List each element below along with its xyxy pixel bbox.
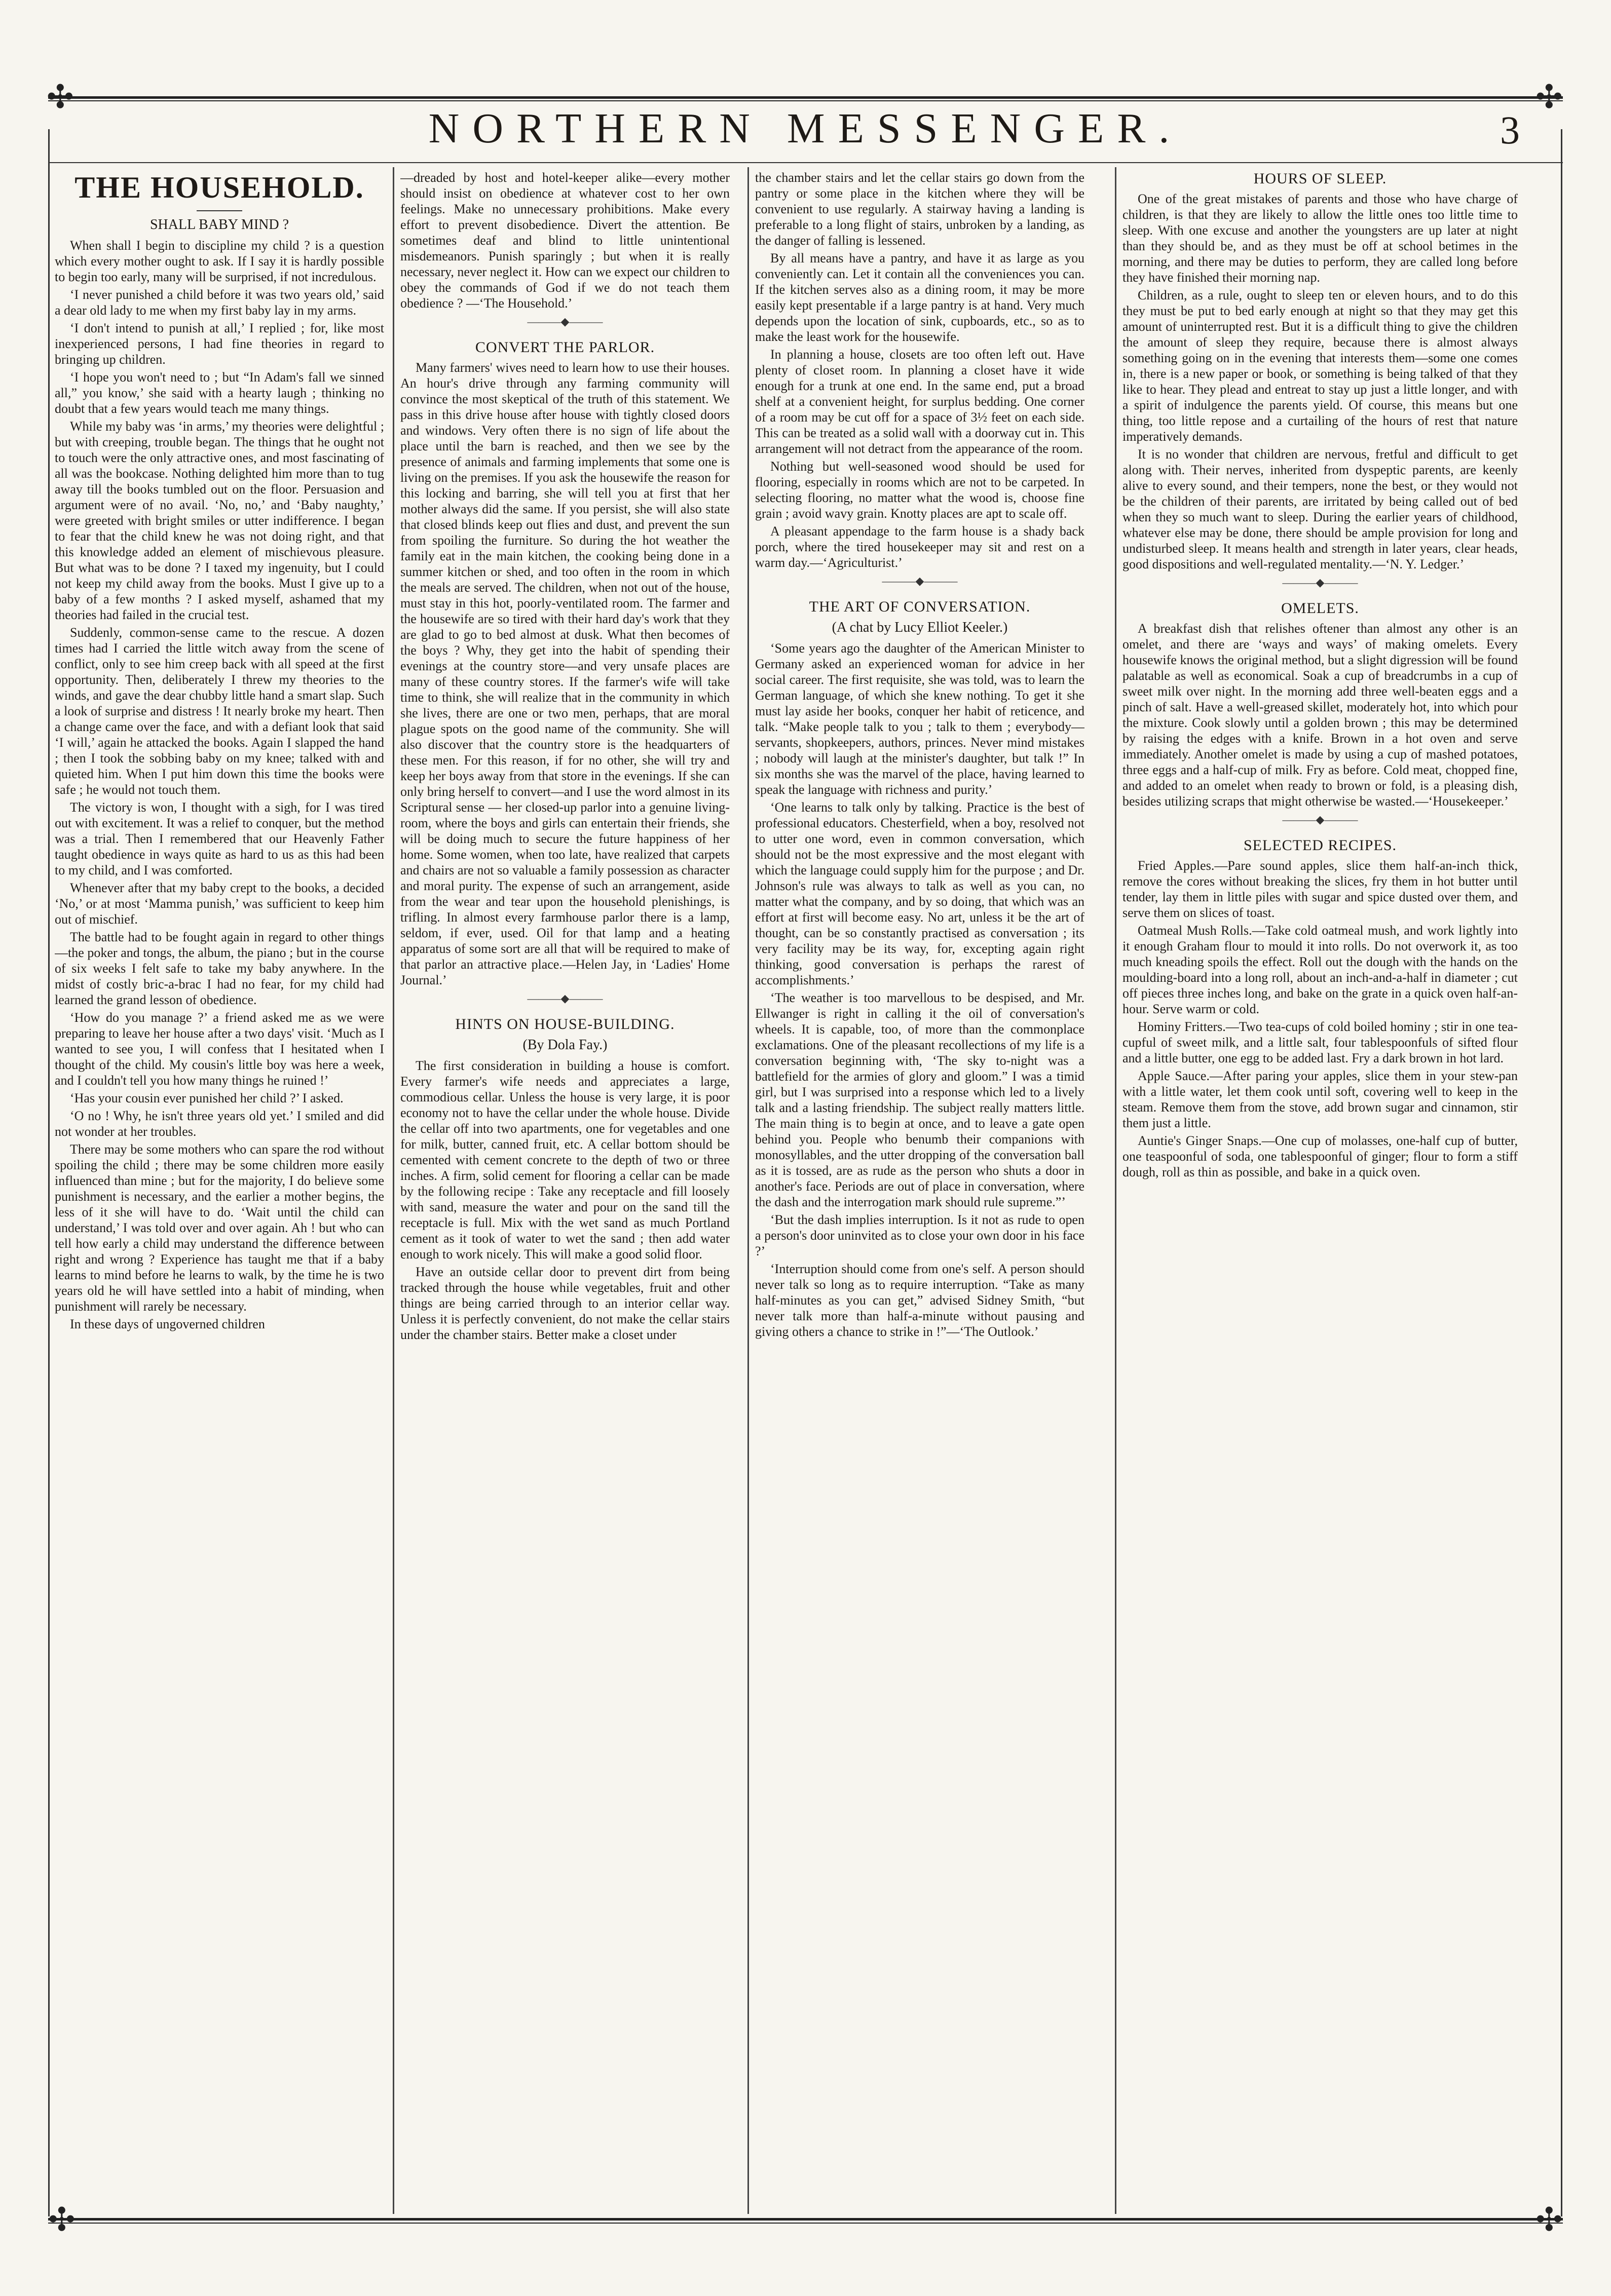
paragraph: ‘The weather is too marvellous to be despised, and Mr. Ellwanger is right in calling it the oil of conversation's wheels. It is capable, too, of more than the commonplace exclamations. One of the pleasant recollections of my life is a conversation beginning with, ‘The sky to-night was a battlefield for the armies of glory and gloom.” I was a timid girl, but I was surprised into a response which led to a lively talk and a lasting friendship. The subject really matters little. The main thing is to begin at once, and to leave a gate open behind you. People who benumb their companions with monosyllables, and the utter dropping of the conversation ball as it is tossed, are as rude as the person who shuts a door in another's face. Periods are out of place in conversation, where the dash and the interrogation mark should rule supreme.”’	[755, 990, 1084, 1209]
paragraph: ‘I never punished a child before it was two years old,’ said a dear old lady to me when my first baby lay in my arms.	[55, 287, 384, 318]
paragraph: The victory is won, I thought with a sigh, for I was tired out with excitement. It was a relief to conquer, but the method was a trial. Then I remembered that our Heavenly Father taught obedience in ways quite as hard to us as this had been to my child, and I was comforted.	[55, 800, 384, 877]
paragraph: By all means have a pantry, and have it as large as you conveniently can. Let it contain all the conveniences you can. If the kitchen serves also as a dining room, it may be more easily kept presentable if a large pantry is at hand. Very much depends upon the location of sink, cupboards, etc., so as to make the least work for the housewife.	[755, 251, 1084, 344]
article-title: HOURS OF SLEEP.	[1253, 170, 1387, 187]
article-title: SELECTED RECIPES.	[1243, 837, 1397, 854]
paragraph: Many farmers' wives need to learn how to use their houses. An hour's drive through any farming community will convince the most skeptical of the truth of this statement. We pass in this drive house after house with tightly closed doors and windows. Very often there is no sign of life about the place until the barn is reached, and then we see by the presence of animals and farming implements that some one is living on the premises. If you ask the housewife the reason for this locking and barring, she will tell you at first that her mother always did the same. If you persist, she will also state that closed blinds keep out flies and dust, and prevent the sun from spoiling the furniture. So during the hot weather the family eat in the main kitchen, the cooking being done in a summer kitchen or shed, and too often in the room in which the meals are served. The children, when not out of the house, must stay in this hot, poorly-ventilated room. The farmer and the housewife are so tired with their hard day's work that they are glad to go to bed almost at dusk. What then becomes of the boys ? Why, they get into the habit of spending their evenings at the country store—and very unsafe places are many of these country stores. If the farmer's wife will take time to think, she will realize that in the community in which she lives, there are one or two men, perhaps, that are moral plague spots on the good name of the community. She will also discover that the country store is the headquarters of these men. For this reason, if for no other, she will try and keep her boys away from that store in the evenings. If she can only bring herself to convert—and I use the word almost in its Scriptural sense — her closed-up parlor into a genuine living-room, where the boys and girls can entertain their friends, she will be doing much to secure the future happiness of her home. Some women, when too late, have realized that carpets and chairs are not so valuable a family possession as character and moral purity. The expense of such an arrangement, aside from the wear and tear upon the household plenishings, is trifling. In almost every farmhouse parlor there is a lamp, seldom, if ever, used. Oil for that lamp and a heating apparatus of some sort are all that will be required to make of that parlor an attractive place.—Helen Jay, in ‘Ladies' Home Journal.’	[400, 360, 730, 987]
corner-ornament-icon: ✣	[48, 2202, 76, 2238]
column-3	[755, 170, 1084, 2211]
article-title: THE ART OF CONVERSATION.	[809, 598, 1031, 615]
paragraph: While my baby was ‘in arms,’ my theories were delightful ; but with creeping, trouble began. The things that he ought not to touch were the only attractive ones, and most fascinating of all was the bookcase. Nothing delighted him more than to tug away till the books tumbled out on the floor. Persuasion and argument were of no avail. ‘No, no,’ and ‘Baby naughty,’ were greeted with bright smiles or utter indifference. I began to fear that the child knew he was not doing right, and that this knowledge added an element of mischievous pleasure. But what was to be done ? I taxed my ingenuity, but I could not keep my child away from the books. Must I give up to a baby of a few months ? I asked myself, ashamed that my theories had failed in the crucial test.	[55, 419, 384, 622]
paragraph: It is no wonder that children are nervous, fretful and difficult to get along with. Their nerves, inherited from dyspeptic parents, are keenly alive to every sound, and their tempers, none the best, or they would not be the children of their parents, are irritated by being called out of bed when they so much want to sleep. During the earlier years of childhood, whatever else may be done, there should be ample provision for long and undisturbed sleep. It means health and strength in later years, clear heads, good dispositions and well-regulated mentality.—‘N. Y. Ledger.’	[1122, 447, 1518, 571]
bottom-border-rule	[48, 2218, 1563, 2221]
paragraph: Have an outside cellar door to prevent dirt from being tracked through the house while vegetables, fruit and other things are being carried through to an interior cellar way. Unless it is perfectly convenient, do not make the cellar stairs under the chamber stairs. Better make a closet under	[400, 1265, 730, 1342]
right-border	[1561, 129, 1562, 2216]
section-separator-icon: ———◆———	[1282, 576, 1358, 589]
column-divider	[1115, 167, 1116, 2214]
masthead-rule	[48, 162, 1563, 163]
article-title: SHALL BABY MIND ?	[149, 217, 289, 233]
column-1	[55, 170, 384, 2211]
recipe-paragraph: Oatmeal Mush Rolls.—Take cold oatmeal mush, and work lightly into it enough Graham flour to mould it into rolls. Do not overwork it, as too much kneading spoils the effect. Roll out the dough with the hands on the moulding-board into a long roll, about an inch-and-a-half in diameter ; cut off pieces three inches long, and bake on the grate in a quick oven half-an-hour. Serve warm or cold.	[1122, 923, 1518, 1016]
section-separator-icon: ———◆———	[1282, 813, 1358, 826]
section-separator-icon: ———◆———	[882, 575, 958, 587]
paragraph: In planning a house, closets are too often left out. Have plenty of closet room. In planning a closet have it wide enough for a trunk at one end. In the same end, put a broad shelf at a convenient height, for surplus bedding. One corner of a room may be cut off for a space of 3½ feet on each side. This can be treated as a solid wall with a doorway cut in. This arrangement will not detract from the appearance of the room.	[755, 347, 1084, 456]
recipe-paragraph: Hominy Fritters.—Two tea-cups of cold boiled hominy ; stir in one tea-cupful of sweet milk, and a little salt, four tablespoonfuls of sifted flour and a little butter, one egg to be added last. Fry a dark brown in hot lard.	[1122, 1019, 1518, 1065]
top-border-rule	[48, 96, 1563, 99]
paragraph: Nothing but well-seasoned wood should be used for flooring, especially in rooms which are not to be carpeted. In selecting flooring, no matter what the wood is, choose fine grain ; avoid wavy grain. Knotty places are apt to scale off.	[755, 459, 1084, 521]
article-title: OMELETS.	[1281, 600, 1359, 617]
paragraph: One of the great mistakes of parents and those who have charge of children, is that they are likely to allow the little ones too little time to sleep. With one excuse and another the youngsters are up later at night than they should be, and as they must be off at school betimes in the morning, and there may be duties to perform, they are called long before they have finished their morning nap.	[1122, 192, 1518, 285]
column-4	[1122, 170, 1518, 2211]
paragraph: ‘How do you manage ?’ a friend asked me as we were preparing to leave her house after a two days' visit. ‘Much as I wanted to see you, I will confess that I hesitated when I thought of the child. My cousin's little boy was here a week, and I couldn't tell you how many things he ruined !’	[55, 1010, 384, 1088]
masthead-title: NORTHERN MESSENGER.	[428, 105, 1183, 152]
paragraph: ‘But the dash implies interruption. Is it not as rude to open a person's door uninvited as to close your own door in his face ?’	[755, 1212, 1084, 1258]
column-divider	[393, 167, 394, 2214]
paragraph: A breakfast dish that relishes oftener than almost any other is an omelet, and there are ‘ways and ways’ of making omelets. Every housewife knows the original method, but a slight digression will be found palatable as well as economical. Soak a cup of breadcrumbs in a cup of sweet milk over night. In the morning add three well-beaten eggs and a pinch of salt. Have a well-greased skillet, moderately hot, into which pour the mixture. Cook slowly until a golden brown ; this may be determined by raising the edges with a knife. Brown in a hot oven and serve immediately. Another omelet is made by using a cup of mashed potatoes, three eggs and a half-cup of milk. Fry as before. Cold meat, chopped fine, and added to an omelet when ready to brown or fold, is a pleasing dish, besides utilizing scraps that might otherwise be wasted.—‘Housekeeper.’	[1122, 621, 1518, 809]
corner-ornament-icon: ✣	[1535, 79, 1563, 115]
paragraph: There may be some mothers who can spare the rod without spoiling the child ; there may be some children more easily influenced than mine ; but for the majority, I do believe some punishment is necessary, and the earlier a mother begins, the less of it she will have to do. ‘Wait until the child can understand,’ I was told over and over again. Ah ! but who can tell how early a child may understand the difference between right and wrong ? Experience has taught me that if a baby learns to mind before he learns to walk, by the time he is two years old he will have settled into a habit of minding, when punishment will rarely be necessary.	[55, 1142, 384, 1314]
corner-ornament-icon: ✣	[47, 79, 74, 115]
paragraph-continued: —dreaded by host and hotel-keeper alike—every mother should insist on obedience at whatever cost to her own feelings. Make no unnecessary prohibitions. Make every effort to prevent disobedience. Divert the attention. Be sometimes deaf and blind to little unintentional misdemeanors. Punish sparingly ; but when it is really necessary, never neglect it. How can we expect our children to obey the commands of God if we do not teach them obedience ? —‘The Household.’	[400, 170, 730, 311]
recipe-paragraph: Fried Apples.—Pare sound apples, slice them half-an-inch thick, remove the cores without breaking the slices, fry them in hot butter until tender, lay them in little piles with sugar and spice dusted over them, and serve them on slices of toast.	[1122, 858, 1518, 920]
paragraph: In these days of ungoverned children	[70, 1317, 265, 1331]
column-2	[400, 170, 730, 2211]
article-title: CONVERT THE PARLOR.	[475, 339, 655, 356]
bottom-border-rule-thin	[48, 2223, 1563, 2224]
recipe-paragraph: Apple Sauce.—After paring your apples, slice them in your stew-pan with a little water, let them cook until soft, covering well to keep in the steam. Remove them from the stove, add brown sugar and cinnamon, stir them just a little.	[1122, 1068, 1518, 1130]
paragraph: Children, as a rule, ought to sleep ten or eleven hours, and to do this they must be put to bed early enough at night so that they may get this amount of uninterrupted rest. But it is a difficult thing to give the children the amount of sleep they require, because there is almost always something going on in the evening that interests them—some one comes in, there is a new paper or book, or something is being talked of that they like to hear. They plead and entreat to stay up just a little longer, and with a spirit of indulgence the parents yield. Of course, this means but one thing, too little repose and a curtailing of the hours of rest that nature imperatively demands.	[1122, 288, 1518, 444]
paragraph: The first consideration in building a house is comfort. Every farmer's wife needs and appreciates a large, commodious cellar. Unless the house is very large, it is poor economy not to have the cellar under the whole house. Divide the cellar off into two apartments, one for vegetables and one for milk, butter, canned fruit, etc. A cellar bottom should be cemented with cement concrete to the depth of two or three inches. A firm, solid cement for flooring a cellar can be made by the following recipe : Take any receptacle and fill loosely with sand, measure the water and pour on the sand till the receptacle is full. Mix with the wet sand as much Portland cement as it took of water to wet the sand ; then add water enough to work nicely. This will make a good solid floor.	[400, 1058, 730, 1261]
paragraph: ‘I hope you won't need to ; but “In Adam's fall we sinned all,” you know,’ she said with a hearty laugh ; thinking no doubt that a few years would teach me many things.	[55, 370, 384, 416]
section-separator-icon: ———◆———	[527, 992, 603, 1005]
paragraph: ‘Some years ago the daughter of the American Minister to Germany asked an experienced woman for advice in her social career. The first requisite, she was told, was to learn the German language, of which she knew nothing. To get it she must lay aside her books, conquer her habit of reticence, and talk. “Make people talk to you ; talk to them ; everybody—servants, shopkeepers, authors, princes. Never mind mistakes ; nobody will laugh at the minister's daughter, but talk !” In six months she was the marvel of the place, having learned to speak the language with richness and purity.’	[755, 641, 1084, 797]
section-separator-icon: ———◆———	[527, 315, 603, 328]
corner-ornament-icon: ✣	[1535, 2202, 1563, 2238]
paragraph: ‘O no ! Why, he isn't three years old yet.’ I smiled and did not wonder at her troubles.	[55, 1108, 384, 1139]
column-divider	[747, 167, 749, 2214]
recipe-paragraph: Auntie's Ginger Snaps.—One cup of molasses, one-half cup of butter, one teaspoonful of soda, one tablespoonful of ginger; flour to form a stiff dough, roll as thin as possible, and bake in a quick oven.	[1122, 1133, 1518, 1179]
paragraph: A pleasant appendage to the farm house is a shady back porch, where the tired housekeeper may sit and rest on a warm day.—‘Agriculturist.’	[755, 524, 1084, 570]
paragraph-continued: the chamber stairs and let the cellar stairs go down from the pantry or some place in the kitchen where they will be convenient to use regularly. A stairway having a landing is preferable to a long flight of stairs, unbroken by a landing, as the danger of falling is lessened.	[755, 170, 1084, 248]
paragraph: Suddenly, common-sense came to the rescue. A dozen times had I carried the little witch away from the scene of conflict, only to see him creep back with all speed at the first opportunity. Then, deliberately I threw my theories to the winds, and gave the dear chubby little hand a smart slap. Such a look of surprise and distress ! It nearly broke my heart. Then a change came over the face, and with a defiant look that said ‘I will,’ again he attacked the books. Again I slapped the hand ; then I took the sobbing baby on my knee; talked with and quieted him. When I put him down this time the books were safe ; he would not touch them.	[55, 625, 384, 797]
byline: (By Dola Fay.)	[522, 1037, 608, 1053]
left-border	[48, 129, 50, 2216]
top-border-rule-thin	[48, 100, 1563, 101]
section-title: THE HOUSEHOLD.	[74, 171, 364, 204]
title-rule	[197, 210, 242, 211]
paragraph: ‘Has your cousin ever punished her child ?’ I asked.	[70, 1091, 344, 1105]
paragraph: Whenever after that my baby crept to the books, a decided ‘No,’ or at most ‘Mamma punish,’ was sufficient to keep him out of mischief.	[55, 881, 384, 927]
paragraph: The battle had to be fought again in regard to other things—the poker and tongs, the album, the piano ; but in the course of six weeks I felt safe to take my baby anywhere. In the midst of costly bric-a-brac I had no fear, for my child had learned the grand lesson of obedience.	[55, 930, 384, 1007]
paragraph: ‘I don't intend to punish at all,’ I replied ; for, like most inexperienced persons, I had fine theories in regard to bringing up children.	[55, 321, 384, 367]
article-title: HINTS ON HOUSE-BUILDING.	[455, 1016, 675, 1032]
paragraph: ‘Interruption should come from one's self. A person should never talk so long as to require interruption. “Take as many half-minutes as you can get,” advised Sidney Smith, “but never talk more than half-a-minute without pausing and giving others a chance to strike in !”—‘The Outlook.’	[755, 1261, 1084, 1339]
page-number: 3	[1500, 108, 1520, 152]
paragraph: When shall I begin to discipline my child ? is a question which every mother ought to ask. If I say it is hardly possible to begin too early, many will be surprised, if not incredulous.	[55, 238, 384, 284]
paragraph: ‘One learns to talk only by talking. Practice is the best of professional educators. Chesterfield, when a boy, resolved not to utter one word, even in common conversation, which should not be the most expressive and the most elegant with which the language could supply him for the purpose ; and Dr. Johnson's rule was always to talk as well as you can, no matter what the company, and by so doing, that which was an effort at first will become easy. No art, unless it be the art of thought, can be so constantly practised as conversation ; its very facility may be its way, for, excepting again right thinking, good conversation is perhaps the rarest of accomplishments.’	[755, 800, 1084, 987]
byline: (A chat by Lucy Elliot Keeler.)	[832, 620, 1008, 635]
